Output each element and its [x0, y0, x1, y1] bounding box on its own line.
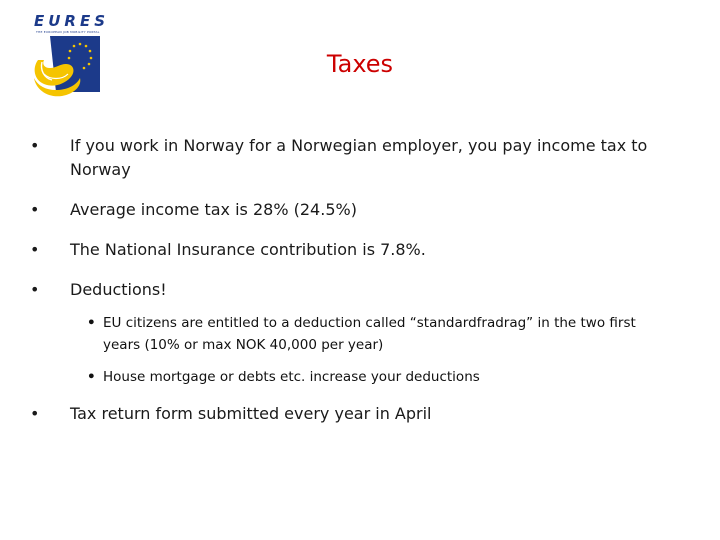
bullet-text: Deductions! — [70, 280, 167, 299]
sub-bullet-text: House mortgage or debts etc. increase your deductions — [103, 369, 480, 385]
sub-bullet-item — [30, 366, 670, 388]
sub-bullet-dot: • — [87, 369, 96, 385]
bullet-text: If you work in Norway for a Norwegian employer, you pay income tax to Norway — [70, 136, 648, 179]
bullet-dot: • — [30, 404, 40, 423]
bullet-item — [30, 278, 670, 302]
logo-wordmark: EURES — [34, 12, 110, 30]
page-title — [0, 50, 720, 78]
bullet-list — [30, 134, 670, 442]
sub-bullet-text: EU citizens are entitled to a deduction called “standardfradrag” in the two first years (10% or max NOK 40,000 per year) — [103, 315, 636, 353]
bullet-dot: • — [30, 200, 40, 219]
bullet-item — [30, 402, 670, 426]
bullet-dot: • — [30, 280, 40, 299]
sub-bullet-dot: • — [87, 315, 96, 331]
sub-bullet-item — [30, 312, 670, 356]
bullet-text: The National Insurance contribution is 7.8%. — [70, 240, 426, 259]
bullet-item — [30, 238, 670, 262]
bullet-text: Average income tax is 28% (24.5%) — [70, 200, 357, 219]
logo-subtitle: THE EUROPEAN JOB MOBILITY PORTAL — [36, 30, 100, 34]
bullet-item — [30, 198, 670, 222]
bullet-text: Tax return form submitted every year in April — [70, 404, 432, 423]
bullet-dot: • — [30, 240, 40, 259]
title-text: Taxes — [326, 50, 394, 78]
bullet-item — [30, 134, 670, 182]
bullet-dot: • — [30, 136, 40, 155]
sub-bullet-list — [30, 312, 670, 388]
